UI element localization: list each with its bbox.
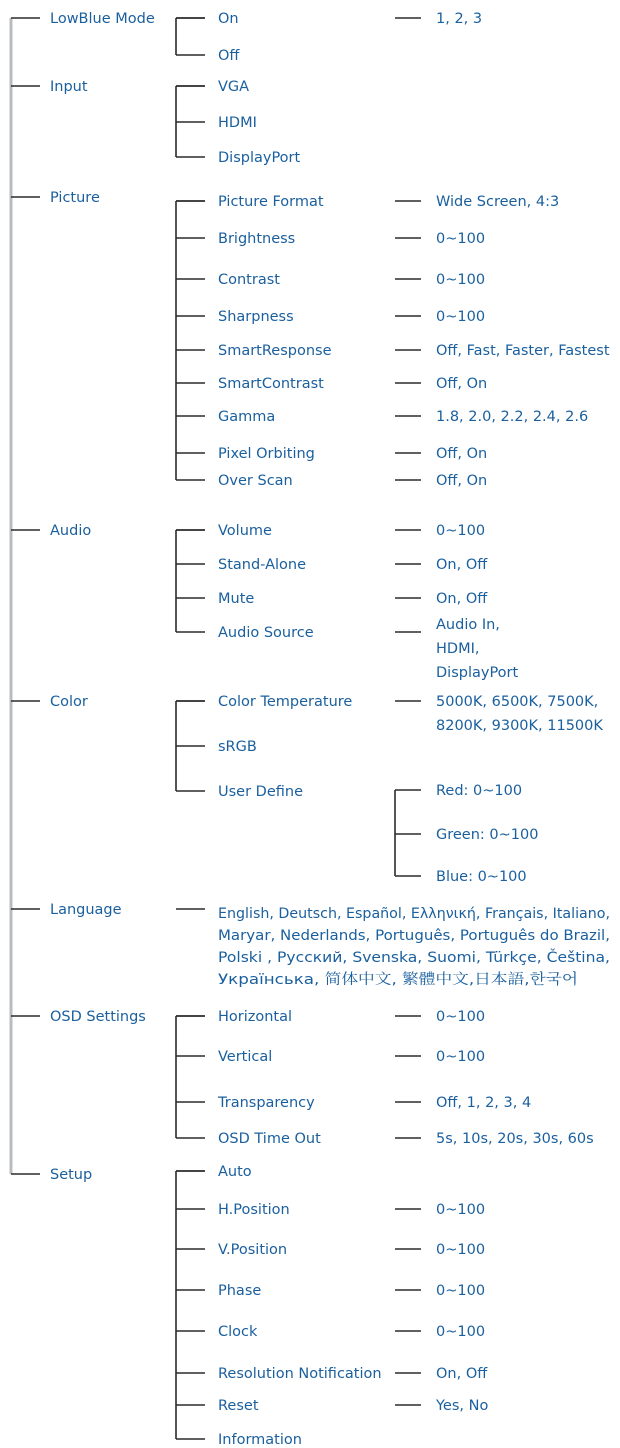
submenu-label: Phase — [218, 1283, 262, 1299]
language-list: Українська, 简体中文, 繁體中文,日本語,한국어 — [218, 972, 531, 988]
menu-label: Language — [50, 902, 122, 918]
color-channel-value: Red: 0~100 — [436, 783, 523, 799]
menu-label: Input — [50, 79, 88, 95]
submenu-label: Information — [218, 1432, 302, 1448]
language-list: English, Deutsch, Español, Ελληνική, Français, Italiano, — [218, 906, 610, 922]
option-values: 0~100 — [436, 272, 486, 288]
submenu-label: Clock — [218, 1324, 258, 1340]
menu-label: Audio — [50, 523, 92, 539]
option-values: 0~100 — [436, 1283, 486, 1299]
submenu-label: Contrast — [218, 272, 280, 288]
option-values: 0~100 — [436, 1202, 486, 1218]
submenu-label: DisplayPort — [218, 150, 301, 166]
option-values: 0~100 — [436, 231, 486, 247]
option-values: 5s, 10s, 20s, 30s, 60s — [436, 1131, 594, 1147]
option-values: On, Off — [436, 591, 488, 607]
option-values: Yes, No — [436, 1398, 489, 1414]
submenu-label: Off — [218, 48, 240, 64]
option-values: 0~100 — [436, 523, 486, 539]
option-values: On, Off — [436, 557, 488, 573]
option-values: 0~100 — [436, 309, 486, 325]
submenu-label: Sharpness — [218, 309, 294, 325]
menu-label: Setup — [50, 1167, 93, 1183]
option-values: On, Off — [436, 1366, 488, 1382]
submenu-label: On — [218, 11, 239, 27]
submenu-label: Audio Source — [218, 625, 314, 641]
option-values: Off, On — [436, 376, 488, 392]
submenu-label: sRGB — [218, 739, 257, 755]
menu-label: LowBlue Mode — [50, 11, 155, 27]
submenu-label: V.Position — [218, 1242, 288, 1258]
option-values: Off, On — [436, 473, 488, 489]
submenu-label: Stand-Alone — [218, 557, 307, 573]
submenu-label: Gamma — [218, 409, 276, 425]
submenu-label: SmartContrast — [218, 376, 324, 392]
color-channel-value: Green: 0~100 — [436, 827, 539, 843]
submenu-label: Picture Format — [218, 194, 324, 210]
submenu-label: Color Temperature — [218, 694, 353, 710]
menu-label: Picture — [50, 190, 100, 206]
submenu-label: Pixel Orbiting — [218, 446, 315, 462]
submenu-label: Over Scan — [218, 473, 293, 489]
option-values: Off, On — [436, 446, 488, 462]
option-values: 0~100 — [436, 1009, 486, 1025]
submenu-label: Resolution Notification — [218, 1366, 382, 1382]
option-values: 1, 2, 3 — [436, 11, 483, 27]
submenu-label: SmartResponse — [218, 343, 332, 359]
submenu-label: HDMI — [218, 115, 257, 131]
submenu-label: Transparency — [218, 1095, 315, 1111]
option-values: 1.8, 2.0, 2.2, 2.4, 2.6 — [436, 409, 589, 425]
option-values: Audio In, — [436, 617, 500, 633]
option-values: Off, Fast, Faster, Fastest — [436, 343, 610, 359]
option-values: 5000K, 6500K, 7500K, — [436, 694, 599, 710]
submenu-label: H.Position — [218, 1202, 290, 1218]
submenu-label: Volume — [218, 523, 272, 539]
option-values: 0~100 — [436, 1049, 486, 1065]
submenu-label: Reset — [218, 1398, 259, 1414]
submenu-label: Mute — [218, 591, 255, 607]
menu-label: OSD Settings — [50, 1009, 146, 1025]
submenu-label: Vertical — [218, 1049, 273, 1065]
submenu-label: OSD Time Out — [218, 1131, 321, 1147]
menu-label: Color — [50, 694, 88, 710]
submenu-label: VGA — [218, 79, 250, 95]
option-values: HDMI, — [436, 641, 480, 657]
submenu-label: Auto — [218, 1164, 252, 1180]
submenu-label: User Define — [218, 784, 303, 800]
language-list: Polski , Русский, Svenska, Suomi, Türkçe, Čeština, — [218, 950, 583, 966]
language-list: Maryar, Nederlands, Português, Português do Brazil, — [218, 928, 610, 944]
option-values: Wide Screen, 4:3 — [436, 194, 560, 210]
submenu-label: Brightness — [218, 231, 296, 247]
option-values: 8200K, 9300K, 11500K — [436, 718, 603, 734]
color-channel-value: Blue: 0~100 — [436, 869, 527, 885]
option-values: DisplayPort — [436, 665, 519, 681]
option-values: Off, 1, 2, 3, 4 — [436, 1095, 532, 1111]
option-values: 0~100 — [436, 1242, 486, 1258]
option-values: 0~100 — [436, 1324, 486, 1340]
submenu-label: Horizontal — [218, 1009, 293, 1025]
